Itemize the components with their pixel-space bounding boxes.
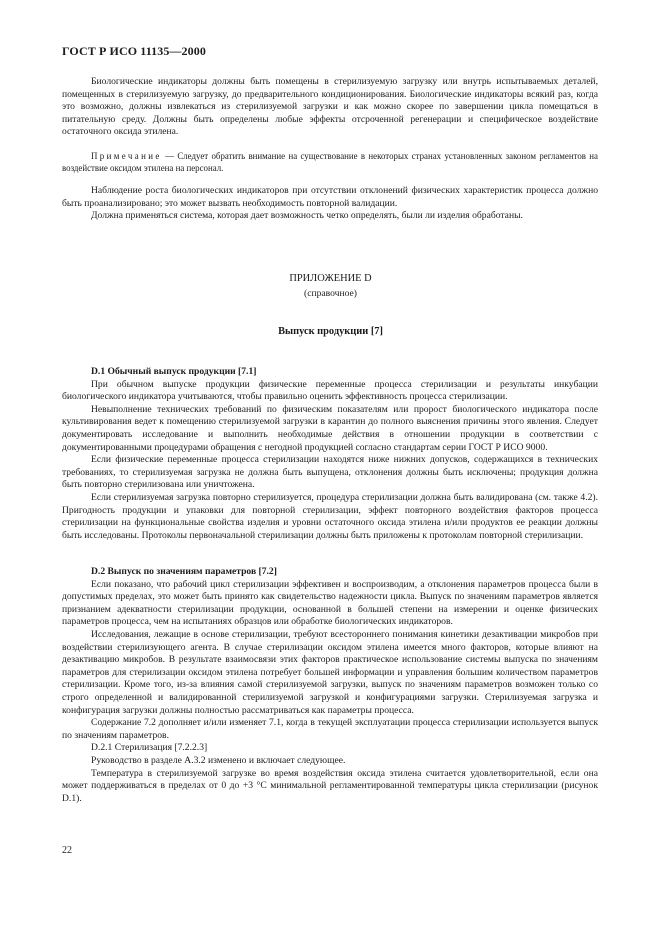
paragraph-text: Если стерилизуемая загрузка повторно стерилизуется, процедура стерилизации должна быть валидирована (см. также 4.2). Пригодность продукции и упаковки для повторной стерилизации, эффект повторного воздействия факторов процесса стерилизации на функциональные свойства изделия и уровни остаточного оксида этилена и/или продуктов ее реакции должны быть исследованы. Протоколы первоначальной стерилизации должны быть приложены к протоколам повторной стерилизации. (62, 491, 598, 541)
appendix-subtitle: (справочное) (304, 288, 357, 299)
intro-paragraph-1 (62, 76, 598, 139)
paragraph-text: Биологические индикаторы должны быть помещены в стерилизуемую загрузку или внутрь испытываемых деталей, помещенных в стерилизуемую загрузку, до предварительного кондиционирования. Биологические индикаторы всякий раз, когда это возможно, должны извлекаться из стерилизуемой загрузки и как можно скорее по завершении цикла помещаться в питательную среду. Должны быть определены любые эффекты отсроченной регенерации и специфическое воздействие остаточного оксида этилена. (62, 76, 598, 138)
paragraph-text: Руководство в разделе А.3.2 изменено и включает следующее. (91, 754, 346, 766)
section-title: D.1 Обычный выпуск продукции [7.1] (91, 366, 257, 377)
paragraph-text: Исследования, лежащие в основе стерилизации, требуют всестороннего понимания кинетики дезактивации микробов при воздействии стерилизующего агента. В случае стерилизации оксидом этилена имеется много факторов, которые влияют на дезактивацию микробов. В результате взаимосвязи этих факторов практическое использование системы выпуска по значениям параметров для стерилизации оксидом этилена потребует большей информации и управления большим количеством параметров стерилизации. Кроме того, из-за влияния самой стерилизуемой загрузки, выпуск по значениям параметров возможен только со строго определенной и валидированной стерилизуемой загрузкой и конфигурациями загрузки. Стерилизуемая загрузка и конфигурация загрузки должны полностью рассматриваться как параметры процесса. (62, 628, 598, 716)
paragraph-text: Наблюдение роста биологических индикаторов при отсутствии отклонений физических характеристик процесса должно быть проанализировано; это может вызвать необходимость повторной валидации. (62, 185, 598, 209)
section-title: D.2 Выпуск по значениям параметров [7.2] (91, 566, 277, 577)
appendix-title: ПРИЛОЖЕНИЕ D (289, 273, 372, 284)
document-header: ГОСТ Р ИСО 11135—2000 (62, 44, 206, 58)
note-text: — Следует обратить внимание на существование в некоторых странах установленных законом регламентов на воздействие оксидом этилена на персонал. (62, 151, 598, 173)
section-d1 (62, 366, 598, 542)
note-block (62, 150, 598, 174)
intro-paragraph-2 (62, 185, 598, 223)
appendix-heading: Выпуск продукции [7] (278, 326, 383, 337)
paragraph-text: Невыполнение технических требований по физическим показателям или пророст биологического индикатора после культивирования ведет к помещению стерилизуемой загрузки в карантин до полного выяснения причины этого явления. Следует документировать исследование и выполнить необходимые действия в отношении продукции в соответствии с документированными процедурами обращения с негодной продукцией согласно стандартам серии ГОСТ Р ИСО 9000. (62, 403, 598, 453)
paragraph-text: Если показано, что рабочий цикл стерилизации эффективен и воспроизводим, а отклонения параметров процесса были в допустимых пределах, это может быть принято как свидетельство надежности цикла. Выпуск по значениям параметров является признанием адекватности стерилизации продукции, основанной в большей степени на измерении и оценке физических параметров процесса, чем на испытаниях образцов или обработке биологических индикаторов. (62, 578, 598, 628)
paragraph-text: Если физические переменные процесса стерилизации находятся ниже нижних допусков, содержащихся в технических требованиях, то стерилизуемая загрузка не должна быть выпущена, отклонения должны быть исключены; продукция должна быть повторно стерилизована или уничтожена. (62, 454, 598, 491)
page-number: 22 (62, 845, 72, 856)
paragraph-text: При обычном выпуске продукции физические переменные процесса стерилизации и результаты инкубации биологического индикатора учитываются, чтобы правильно оценить эффективность процесса стерилизации. (62, 378, 598, 403)
paragraph-text: Температура в стерилизуемой загрузке во время воздействия оксида этилена считается удовлетворительной, если она может поддерживаться в пределах от 0 до +3 °С минимальной регламентированной температуры цикла стерилизации (рисунок D.1). (62, 767, 598, 804)
subsection-title: D.2.1 Стерилизация [7.2.2.3] (91, 742, 208, 754)
note-label: Примечание (91, 151, 162, 161)
section-d2 (62, 566, 598, 805)
paragraph-text: Содержание 7.2 дополняет и/или изменяет 7.1, когда в текущей эксплуатации процесса стерилизации используется выпуск по значениям параметров. (62, 717, 598, 741)
paragraph-text: Должна применяться система, которая дает возможность четко определять, были ли изделия обработаны. (91, 210, 523, 222)
